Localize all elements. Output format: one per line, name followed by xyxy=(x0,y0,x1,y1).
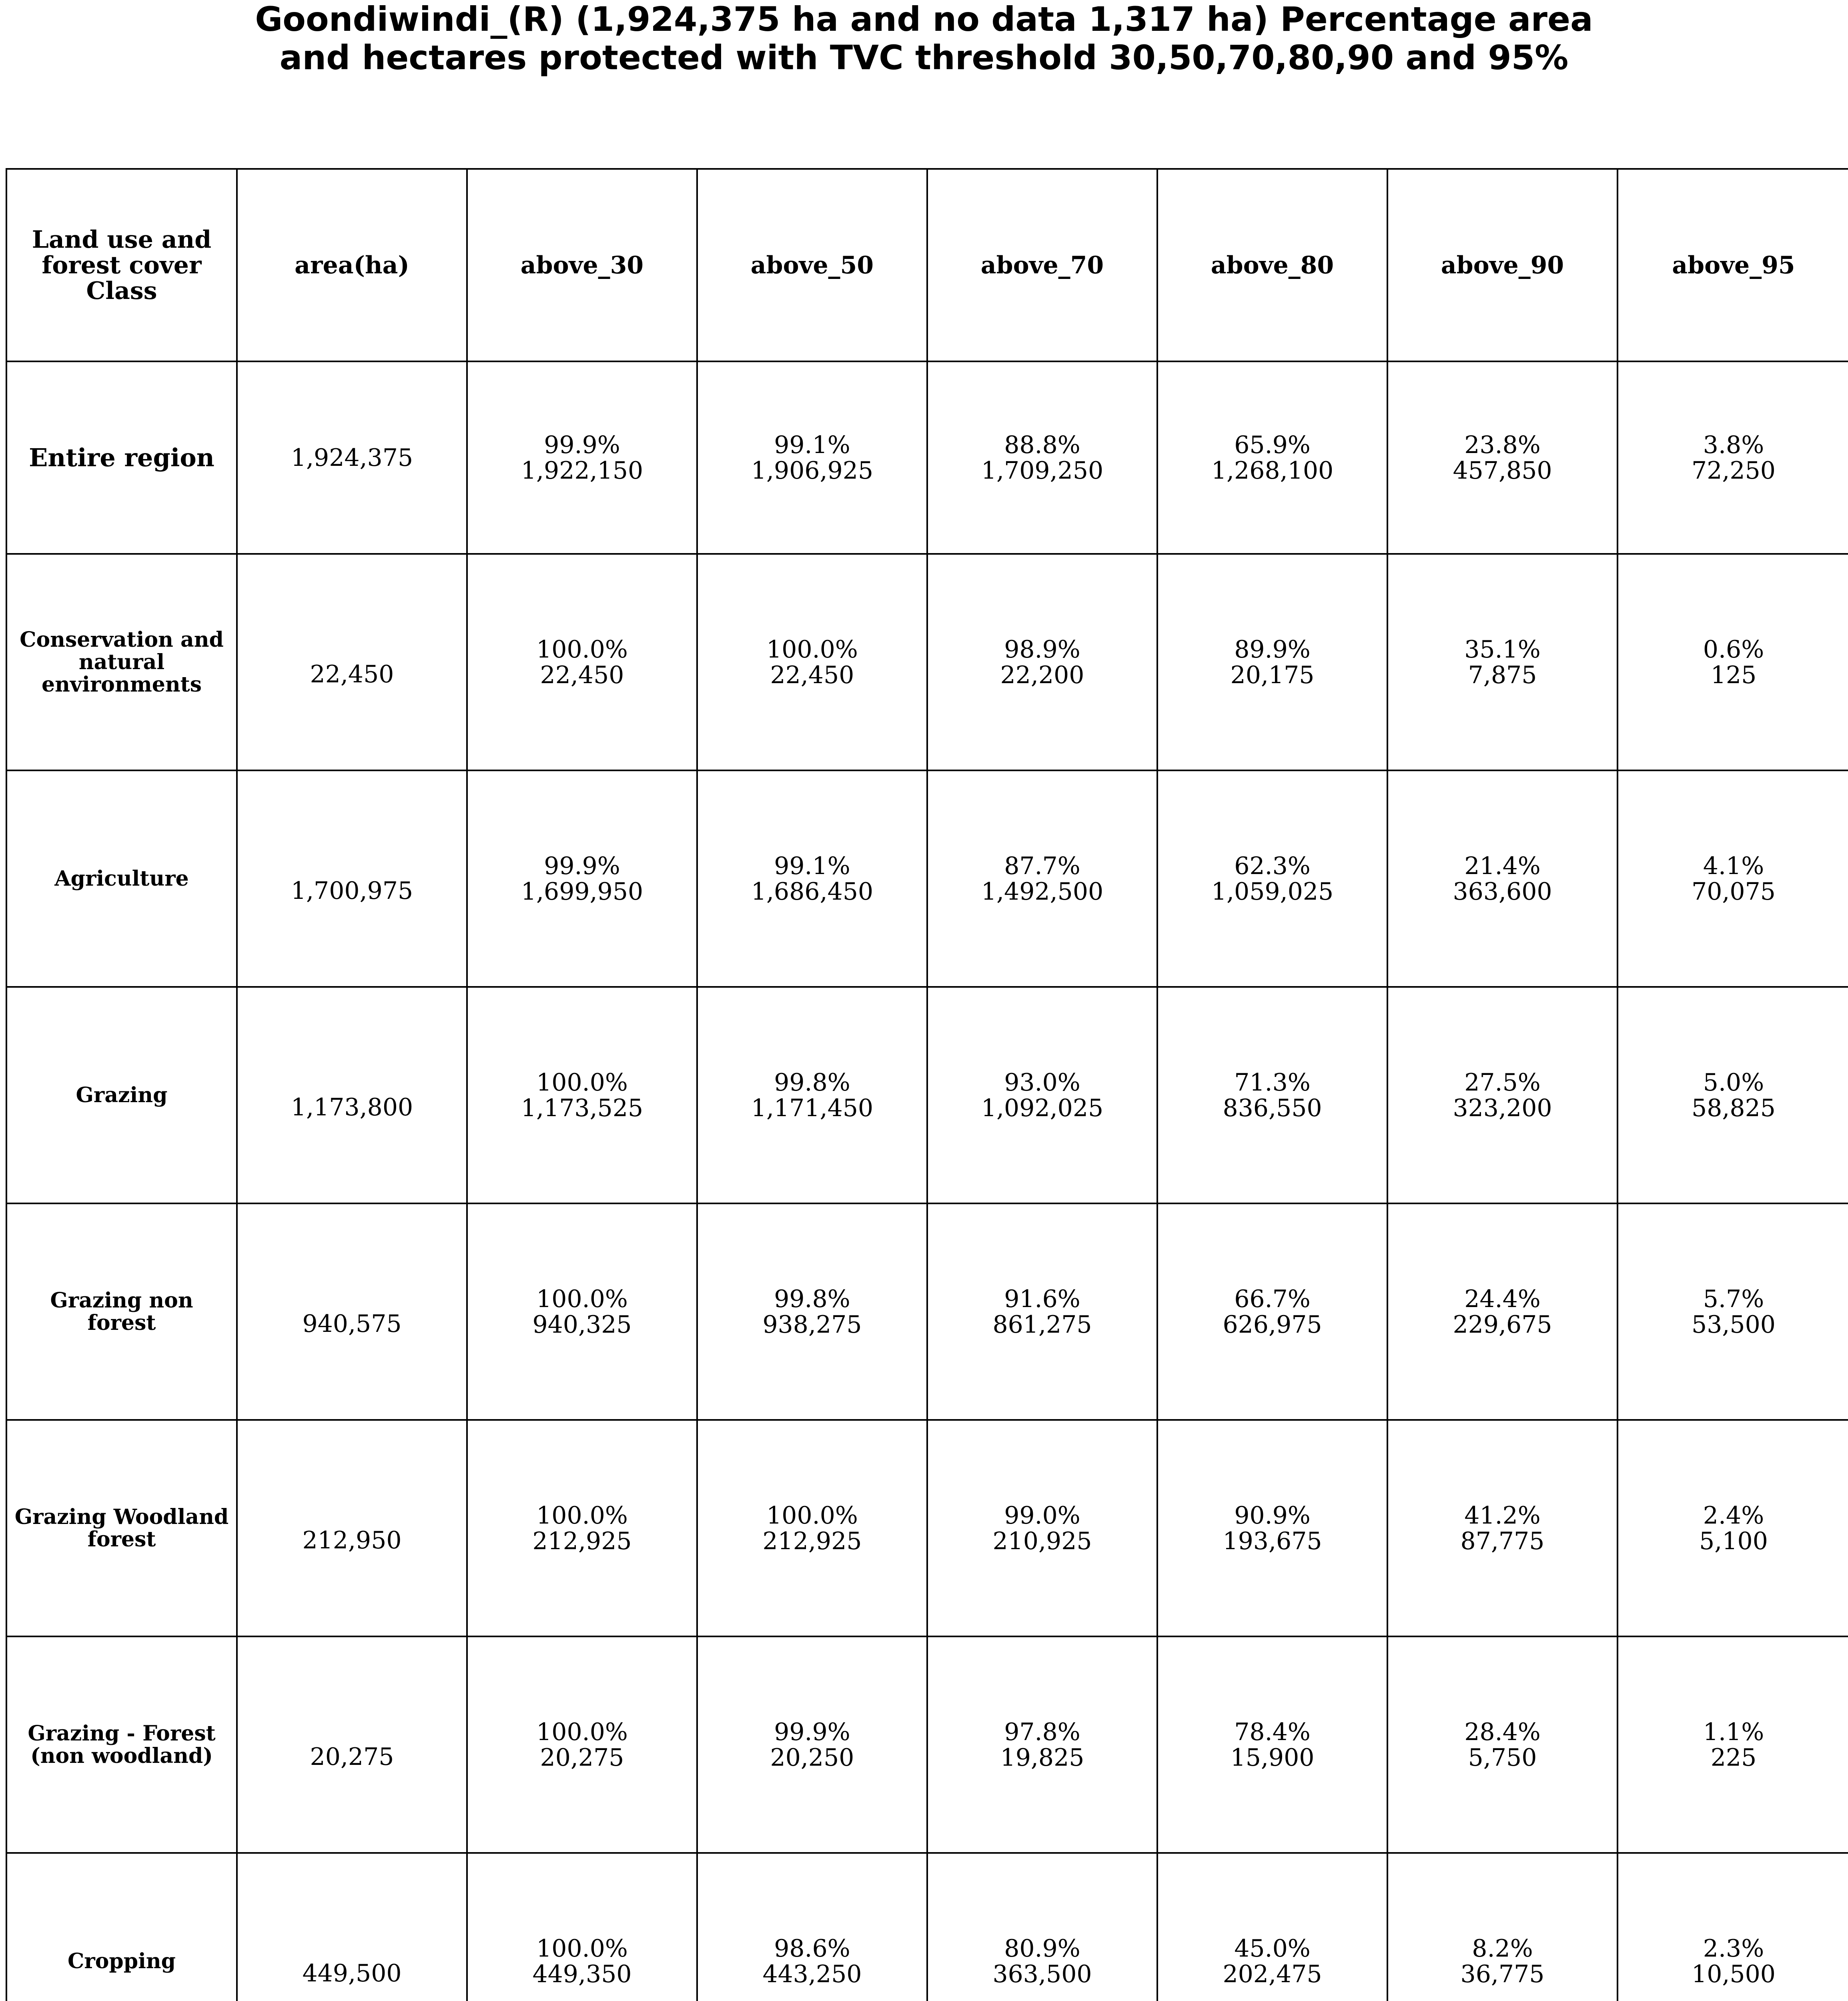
hectare-value: 36,775 xyxy=(1460,1960,1545,1988)
threshold-cell xyxy=(467,1853,697,2001)
percent-value: 27.5% xyxy=(1464,1068,1541,1097)
header-above-70: above_70 xyxy=(927,169,1157,361)
area-cell xyxy=(237,361,467,554)
hectare-value: 1,492,500 xyxy=(981,877,1104,906)
threshold-cell xyxy=(927,1420,1157,1636)
threshold-cell xyxy=(1387,554,1618,770)
percent-value: 100.0% xyxy=(536,1718,628,1746)
title-line-1: Goondiwindi_(R) (1,924,375 ha and no data 1,317 ha) Percentage area xyxy=(255,0,1593,39)
threshold-cell xyxy=(1157,1420,1387,1636)
threshold-cell xyxy=(927,1636,1157,1853)
threshold-cell xyxy=(927,770,1157,987)
threshold-cell xyxy=(1387,770,1618,987)
percent-value: 5.7% xyxy=(1703,1285,1764,1313)
percent-value: 87.7% xyxy=(1004,852,1080,880)
area-value: 212,950 xyxy=(302,1526,402,1554)
percent-value: 99.9% xyxy=(774,1718,850,1746)
hectare-value: 72,250 xyxy=(1692,456,1776,485)
hectare-value: 449,350 xyxy=(532,1960,632,1988)
threshold-cell xyxy=(697,770,927,987)
hectare-value: 363,500 xyxy=(992,1960,1092,1988)
threshold-cell xyxy=(1387,1420,1618,1636)
percent-value: 1.1% xyxy=(1703,1718,1764,1746)
header-area-ha-: area(ha) xyxy=(237,169,467,361)
hectare-value: 1,686,450 xyxy=(751,877,874,906)
threshold-cell xyxy=(1618,554,1848,770)
percent-value: 100.0% xyxy=(536,1501,628,1530)
header-above-30: above_30 xyxy=(467,169,697,361)
threshold-cell xyxy=(1157,1853,1387,2001)
percent-value: 23.8% xyxy=(1464,431,1541,459)
row-label: Entire region xyxy=(6,361,237,554)
threshold-cell xyxy=(467,770,697,987)
hectare-value: 938,275 xyxy=(762,1310,862,1339)
percent-value: 90.9% xyxy=(1234,1501,1311,1530)
header-above-80: above_80 xyxy=(1157,169,1387,361)
threshold-cell xyxy=(467,1636,697,1853)
threshold-cell xyxy=(1618,987,1848,1203)
hectare-value: 836,550 xyxy=(1223,1094,1322,1122)
hectare-value: 202,475 xyxy=(1223,1960,1322,1988)
threshold-cell xyxy=(1618,1853,1848,2001)
percent-value: 99.0% xyxy=(1004,1501,1080,1530)
percent-value: 71.3% xyxy=(1234,1068,1311,1097)
hectare-value: 861,275 xyxy=(992,1310,1092,1339)
area-cell xyxy=(237,1853,467,2001)
area-cell xyxy=(237,770,467,987)
percent-value: 99.9% xyxy=(544,852,620,880)
threshold-cell xyxy=(1387,1203,1618,1420)
hectare-value: 229,675 xyxy=(1453,1310,1552,1339)
hectare-value: 20,175 xyxy=(1230,661,1315,689)
table-row xyxy=(6,361,1848,554)
hectare-value: 10,500 xyxy=(1692,1960,1776,1988)
percent-value: 100.0% xyxy=(536,1285,628,1313)
row-label: Grazing - Forest (non woodland) xyxy=(6,1636,237,1853)
percent-value: 24.4% xyxy=(1464,1285,1541,1313)
protection-table xyxy=(6,168,1848,2001)
area-value: 22,450 xyxy=(310,660,394,688)
hectare-value: 22,200 xyxy=(1000,661,1084,689)
hectare-value: 20,250 xyxy=(770,1743,854,1772)
area-value: 449,500 xyxy=(302,1959,402,1987)
hectare-value: 193,675 xyxy=(1223,1527,1322,1555)
area-cell xyxy=(237,1636,467,1853)
table-row xyxy=(6,1853,1848,2001)
hectare-value: 87,775 xyxy=(1460,1527,1545,1555)
table-row xyxy=(6,770,1848,987)
percent-value: 21.4% xyxy=(1464,852,1541,880)
percent-value: 78.4% xyxy=(1234,1718,1311,1746)
hectare-value: 15,900 xyxy=(1230,1743,1315,1772)
threshold-cell xyxy=(1618,1420,1848,1636)
threshold-cell xyxy=(467,361,697,554)
percent-value: 100.0% xyxy=(536,635,628,664)
percent-value: 3.8% xyxy=(1703,431,1764,459)
hectare-value: 22,450 xyxy=(540,661,624,689)
percent-value: 65.9% xyxy=(1234,431,1311,459)
percent-value: 91.6% xyxy=(1004,1285,1080,1313)
percent-value: 100.0% xyxy=(536,1068,628,1097)
threshold-cell xyxy=(467,1203,697,1420)
hectare-value: 1,173,525 xyxy=(521,1094,643,1122)
percent-value: 89.9% xyxy=(1234,635,1311,664)
hectare-value: 70,075 xyxy=(1692,877,1776,906)
hectare-value: 1,922,150 xyxy=(521,456,643,485)
percent-value: 2.3% xyxy=(1703,1934,1764,1963)
table-row xyxy=(6,1420,1848,1636)
percent-value: 99.1% xyxy=(774,431,850,459)
threshold-cell xyxy=(697,1636,927,1853)
threshold-cell xyxy=(1618,361,1848,554)
table-row xyxy=(6,1636,1848,1853)
threshold-cell xyxy=(1387,1853,1618,2001)
threshold-cell xyxy=(697,1853,927,2001)
table-row xyxy=(6,987,1848,1203)
hectare-value: 1,268,100 xyxy=(1211,456,1334,485)
threshold-cell xyxy=(1157,554,1387,770)
table-row xyxy=(6,554,1848,770)
threshold-cell xyxy=(927,987,1157,1203)
percent-value: 100.0% xyxy=(766,1501,858,1530)
row-label: Grazing Woodland forest xyxy=(6,1420,237,1636)
threshold-cell xyxy=(697,554,927,770)
hectare-value: 457,850 xyxy=(1453,456,1552,485)
percent-value: 62.3% xyxy=(1234,852,1311,880)
area-cell xyxy=(237,554,467,770)
percent-value: 8.2% xyxy=(1472,1934,1533,1963)
threshold-cell xyxy=(1157,361,1387,554)
hectare-value: 363,600 xyxy=(1453,877,1552,906)
threshold-cell xyxy=(1157,770,1387,987)
header-class: Land use and forest cover Class xyxy=(6,169,237,361)
hectare-value: 1,059,025 xyxy=(1211,877,1334,906)
hectare-value: 5,750 xyxy=(1468,1743,1537,1772)
threshold-cell xyxy=(927,1203,1157,1420)
threshold-cell xyxy=(1387,361,1618,554)
page-title xyxy=(0,0,1848,77)
row-label: Grazing non forest xyxy=(6,1203,237,1420)
threshold-cell xyxy=(1618,1203,1848,1420)
area-value: 1,173,800 xyxy=(291,1093,413,1121)
percent-value: 98.6% xyxy=(774,1934,850,1963)
title-line-2: and hectares protected with TVC threshold 30,50,70,80,90 and 95% xyxy=(279,38,1569,77)
threshold-cell xyxy=(1157,1203,1387,1420)
threshold-cell xyxy=(697,361,927,554)
threshold-cell xyxy=(697,1203,927,1420)
hectare-value: 443,250 xyxy=(762,1960,862,1988)
percent-value: 99.1% xyxy=(774,852,850,880)
threshold-cell xyxy=(927,361,1157,554)
threshold-cell xyxy=(697,987,927,1203)
area-value: 940,575 xyxy=(302,1309,402,1338)
hectare-value: 58,825 xyxy=(1692,1094,1776,1122)
threshold-cell xyxy=(927,554,1157,770)
threshold-cell xyxy=(1387,987,1618,1203)
percent-value: 35.1% xyxy=(1464,635,1541,664)
percent-value: 45.0% xyxy=(1234,1934,1311,1963)
table-row xyxy=(6,1203,1848,1420)
percent-value: 93.0% xyxy=(1004,1068,1080,1097)
percent-value: 2.4% xyxy=(1703,1501,1764,1530)
hectare-value: 1,906,925 xyxy=(751,456,874,485)
area-value: 1,924,375 xyxy=(291,443,413,472)
hectare-value: 19,825 xyxy=(1000,1743,1084,1772)
area-value: 1,700,975 xyxy=(291,876,413,905)
area-cell xyxy=(237,1420,467,1636)
row-label: Cropping xyxy=(6,1853,237,2001)
threshold-cell xyxy=(467,1420,697,1636)
area-value: 20,275 xyxy=(310,1742,394,1771)
percent-value: 100.0% xyxy=(536,1934,628,1963)
hectare-value: 940,325 xyxy=(532,1310,632,1339)
percent-value: 0.6% xyxy=(1703,635,1764,664)
threshold-cell xyxy=(1157,987,1387,1203)
hectare-value: 212,925 xyxy=(762,1527,862,1555)
percent-value: 99.9% xyxy=(544,431,620,459)
area-cell xyxy=(237,987,467,1203)
header-row xyxy=(6,169,1848,361)
hectare-value: 22,450 xyxy=(770,661,854,689)
hectare-value: 323,200 xyxy=(1453,1094,1552,1122)
percent-value: 4.1% xyxy=(1703,852,1764,880)
hectare-value: 1,171,450 xyxy=(751,1094,874,1122)
row-label: Agriculture xyxy=(6,770,237,987)
header-above-95: above_95 xyxy=(1618,169,1848,361)
percent-value: 28.4% xyxy=(1464,1718,1541,1746)
percent-value: 41.2% xyxy=(1464,1501,1541,1530)
hectare-value: 125 xyxy=(1710,661,1757,689)
percent-value: 80.9% xyxy=(1004,1934,1080,1963)
percent-value: 88.8% xyxy=(1004,431,1080,459)
row-label: Grazing xyxy=(6,987,237,1203)
threshold-cell xyxy=(467,987,697,1203)
hectare-value: 1,092,025 xyxy=(981,1094,1104,1122)
hectare-value: 1,699,950 xyxy=(521,877,643,906)
area-cell xyxy=(237,1203,467,1420)
percent-value: 5.0% xyxy=(1703,1068,1764,1097)
header-above-50: above_50 xyxy=(697,169,927,361)
percent-value: 100.0% xyxy=(766,635,858,664)
threshold-cell xyxy=(467,554,697,770)
percent-value: 99.8% xyxy=(774,1285,850,1313)
hectare-value: 225 xyxy=(1710,1743,1757,1772)
hectare-value: 20,275 xyxy=(540,1743,624,1772)
row-label: Conservation and natural environments xyxy=(6,554,237,770)
hectare-value: 210,925 xyxy=(992,1527,1092,1555)
hectare-value: 212,925 xyxy=(532,1527,632,1555)
percent-value: 66.7% xyxy=(1234,1285,1311,1313)
hectare-value: 626,975 xyxy=(1223,1310,1322,1339)
hectare-value: 7,875 xyxy=(1468,661,1537,689)
percent-value: 98.9% xyxy=(1004,635,1080,664)
hectare-value: 5,100 xyxy=(1699,1527,1768,1555)
threshold-cell xyxy=(1387,1636,1618,1853)
percent-value: 99.8% xyxy=(774,1068,850,1097)
threshold-cell xyxy=(1157,1636,1387,1853)
threshold-cell xyxy=(697,1420,927,1636)
hectare-value: 1,709,250 xyxy=(981,456,1104,485)
threshold-cell xyxy=(927,1853,1157,2001)
percent-value: 97.8% xyxy=(1004,1718,1080,1746)
threshold-cell xyxy=(1618,1636,1848,1853)
threshold-cell xyxy=(1618,770,1848,987)
hectare-value: 53,500 xyxy=(1692,1310,1776,1339)
header-above-90: above_90 xyxy=(1387,169,1618,361)
